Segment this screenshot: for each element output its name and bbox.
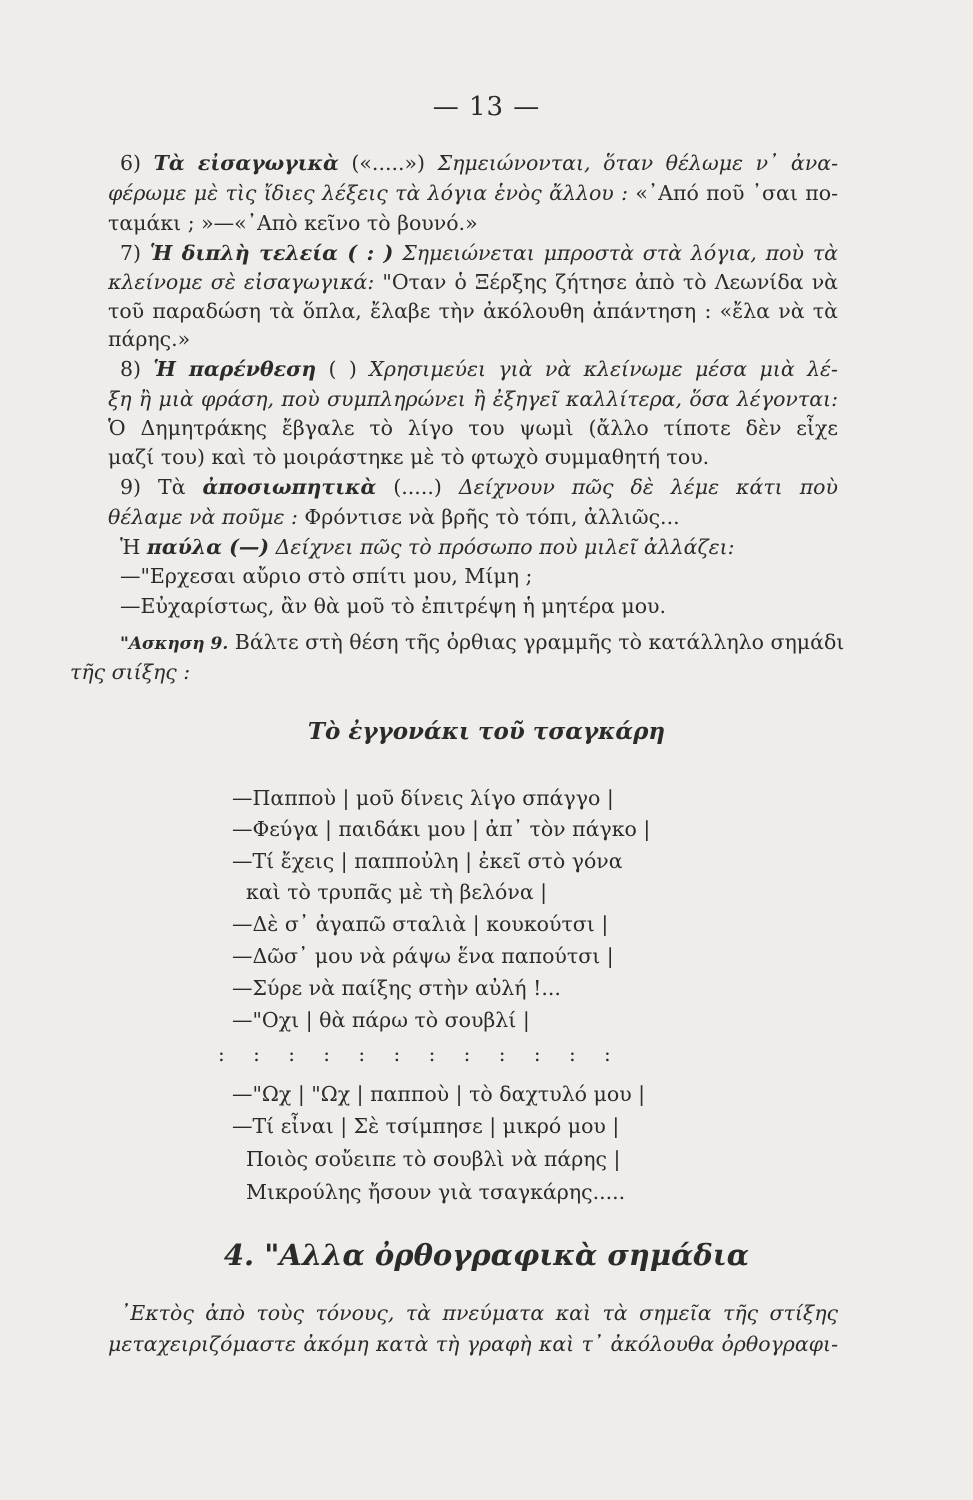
example-text: Φρόντισε νὰ βρῆς τὸ τόπι, ἀλλιῶς... (304, 505, 680, 529)
para6-line2 (108, 180, 838, 206)
para7-line3: τοῦ παραδώση τὰ ὅπλα, ἔλαβε τὴν ἀκόλουθη ἀπάντηση : «ἔλα νὰ τὰ (108, 299, 838, 323)
article: Ἡ (120, 535, 147, 559)
para9-line4: —"Ερχεσαι αὔριο στὸ σπίτι μου, Μίμη ; (120, 564, 533, 588)
definition-text: κλείνομε σὲ εἰσαγωγικά: (108, 270, 383, 294)
item-number: 9) Τὰ (120, 475, 203, 499)
para9-line3 (120, 534, 735, 560)
definition-text: Σημειώνονται, ὅταν θέλωμε ν᾽ ἀνα- (425, 151, 838, 175)
closing-line1: ᾽Εκτὸς ἀπὸ τοὺς τόνους, τὰ πνεύματα καὶ τὰ σημεῖα τῆς στίξης (120, 1301, 838, 1325)
poem-title: Τὸ ἐγγονάκι τοῦ τσαγκάρη (307, 718, 666, 745)
poem-line: Ποιὸς σοὔειπε τὸ σουβλὶ νὰ πάρης | (246, 1147, 621, 1171)
definition-text: φέρωμε μὲ τὶς ἴδιες λέξεις τὰ λόγια ἑνὸς ἄλλου : (108, 181, 629, 205)
page-number: — 13 — (432, 92, 541, 122)
poem-line: Μικρούλης ἤσουν γιὰ τσαγκάρης..... (246, 1180, 626, 1204)
para7-line1 (120, 240, 838, 266)
para8-line3: Ὁ Δημητράκης ἔβγαλε τὸ λίγο του ψωμὶ (ἄλλο τίποτε δὲν εἶχε (108, 416, 838, 440)
para8-line1 (120, 356, 838, 382)
poem-line: —Τί ἔχεις | παπποὐλη | ἐκεῖ στὸ γόνα (232, 849, 623, 873)
poem-line: —Τί εἶναι | Σὲ τσίμπησε | μικρό μου | (232, 1114, 620, 1138)
para8-line2: ξη ἢ μιὰ φράση, ποὺ συμπληρώνει ἢ ἐξηγεῖ καλλίτερα, ὅσα λέγονται: (108, 387, 838, 411)
term-parenthesis: Ἡ παρένθεση (153, 357, 317, 381)
para9-line1 (120, 474, 838, 500)
item-number: 7) (120, 241, 150, 265)
poem-line: —"Οχι | θὰ πάρω τὸ σουβλί | (232, 1008, 530, 1032)
para6-line3: ταμάκι ; »—«᾽Απὸ κεῖνο τὸ βουνό.» (108, 211, 478, 235)
term-quotation-marks: Τὰ εἰσαγωγικὰ (153, 151, 339, 175)
term-colon: Ἡ διπλὴ τελεία ( : ) (149, 241, 394, 265)
item-number: 8) (120, 357, 154, 381)
poem-line: —Δῶσ᾽ μου νὰ ράψω ἕνα παπούτσι | (232, 944, 614, 968)
poem-line: —Δὲ σ᾽ ἀγαπῶ σταλιὰ | κουκούτσι | (232, 912, 609, 936)
poem-line: —Σύρε νὰ παίξης στὴν αὐλή !... (232, 976, 561, 1000)
exercise-instruction: Βάλτε στὴ θέση τῆς ὀρθιας γραμμῆς τὸ κατάλληλο σημάδι (228, 630, 845, 654)
term-dash: παύλα (—) (146, 535, 270, 559)
para7-line2 (108, 269, 838, 295)
section-heading: 4. "Αλλα ὀρθογραφικὰ σημάδια (223, 1238, 750, 1272)
definition-text: Σημειώνεται μπροστὰ στὰ λόγια, ποὺ τὰ (393, 241, 838, 265)
exercise-line2: τῆς σιίξης : (70, 660, 191, 684)
symbol: («.....») (338, 151, 426, 175)
para6-line1 (120, 150, 838, 176)
exercise-label: "Ασκηση 9. (120, 634, 229, 654)
para9-line5: —Εὐχαρίστως, ἂν θὰ μοῦ τὸ ἐπιτρέψη ἡ μητέρα μου. (120, 594, 667, 618)
item-number: 6) (120, 151, 154, 175)
poem-line: —Παπποὺ | μοῦ δίνεις λίγο σπάγγο | (232, 786, 614, 810)
definition-text: Δείχνει πῶς τὸ πρόσωπο ποὺ μιλεῖ ἀλλάζει: (269, 535, 735, 559)
closing-line2: μεταχειριζόμαστε ἀκόμη κατὰ τὴ γραφὴ καὶ τ᾽ ἀκόλουθα ὀρθογραφι- (108, 1332, 838, 1356)
poem-line: —Φεύγα | παιδάκι μου | ἀπ᾽ τὸν πάγκο | (232, 817, 651, 841)
definition-text: Χρησιμεύει γιὰ νὰ κλείνωμε μέσα μιὰ λέ- (356, 357, 838, 381)
example-text: "Οταν ὁ Ξέρξης ζήτησε ἀπὸ τὸ Λεωνίδα νὰ (382, 270, 838, 294)
definition-text: Δείχνουν πῶς δὲ λέμε κάτι ποὺ (458, 475, 838, 499)
example-text: «᾽Από ποῦ ᾽σαι πο- (628, 181, 838, 205)
symbol: (.....) (376, 475, 459, 499)
para7-line4: πάρης.» (108, 327, 191, 351)
definition-text: θέλαμε νὰ ποῦμε : (108, 505, 305, 529)
para9-line2 (108, 504, 680, 530)
para8-line4: μαζί του) καὶ τὸ μοιράστηκε μὲ τὸ φτωχὸ συμμαθητή του. (108, 445, 710, 469)
poem-line: —"Ωχ | "Ωχ | παπποὺ | τὸ δαχτυλό μου | (232, 1082, 646, 1106)
term-ellipsis: ἀποσιωπητικὰ (202, 475, 377, 499)
symbol: ( ) (316, 357, 357, 381)
poem-line: καὶ τὸ τρυπᾶς μὲ τὴ βελόνα | (246, 880, 548, 904)
omission-colons: : : : : : : : : : : : : (218, 1042, 622, 1066)
exercise-line1 (120, 629, 845, 657)
